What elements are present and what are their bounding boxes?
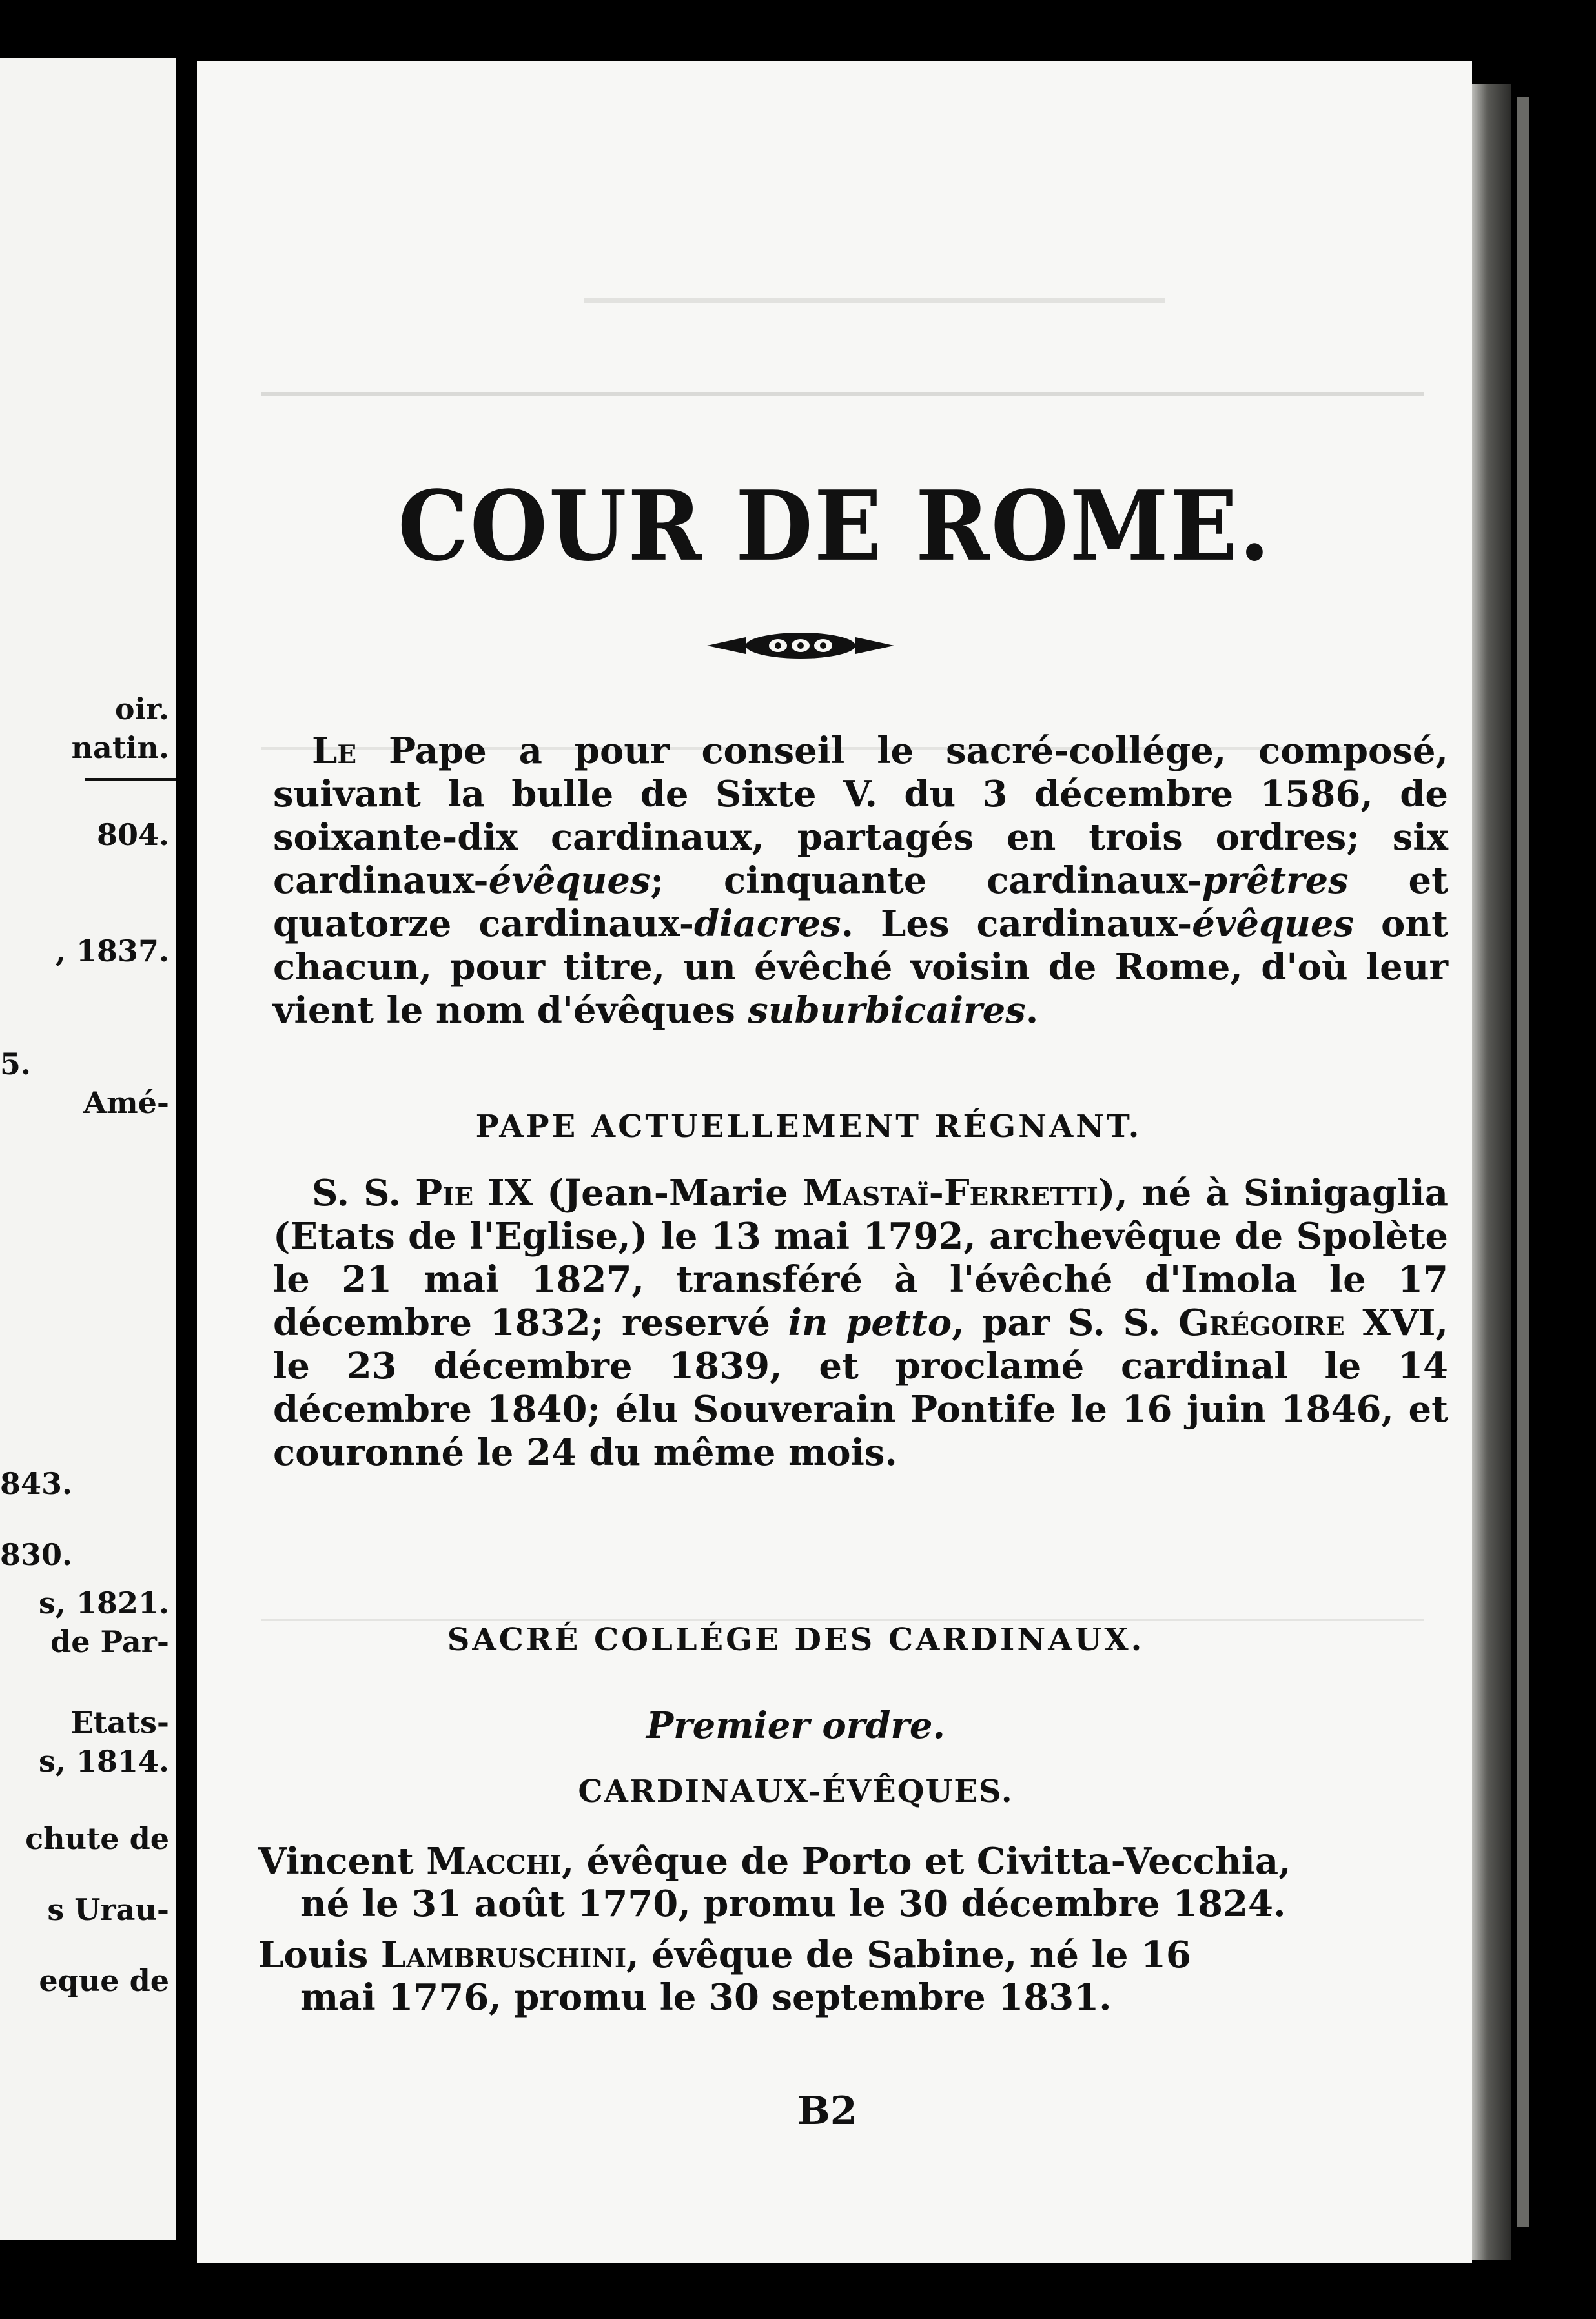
left-fragment: , 1837. — [55, 934, 169, 968]
entry-text: , évêque de Sabine, né le 16 — [626, 1934, 1191, 1976]
signature-mark: B2 — [797, 2089, 857, 2134]
intro-text: et quatorze cardinaux- — [273, 859, 1448, 945]
left-fragment: Etats- — [70, 1705, 169, 1740]
cardinal-entry — [258, 1934, 1453, 2019]
order-subheading: CARDINAUX-ÉVÊQUES. — [578, 1773, 1014, 1810]
book-page-edge — [1472, 84, 1511, 2260]
left-fragment: s, 1814. — [39, 1744, 169, 1779]
pope-name: Pie — [415, 1172, 474, 1214]
left-fragment: chute de — [25, 1821, 169, 1856]
intro-text: ; cinquante cardinaux- — [650, 859, 1202, 902]
intro-lead: Le — [312, 730, 357, 772]
pope-paragraph — [273, 1172, 1448, 1475]
left-rule — [85, 778, 176, 781]
section-heading-college: SACRÉ COLLÉGE DES CARDINAUX. — [447, 1622, 1145, 1658]
entry-surname: Lambruschini — [380, 1934, 627, 1976]
gregoire-name: Grégoire — [1178, 1302, 1345, 1344]
book-page-edge-shadow — [1517, 97, 1529, 2227]
section-heading-pope: PAPE ACTUELLEMENT RÉGNANT. — [475, 1108, 1142, 1145]
intro-text: . — [1025, 989, 1039, 1032]
entry-surname: Macchi — [426, 1840, 562, 1883]
cardinal-entry — [258, 1840, 1453, 1925]
left-fragment: natin. — [71, 730, 169, 765]
pope-text: XVI, le 23 décembre 1839, et proclamé cardinal le 14 décembre 1840; élu Souverain Pontife le 16 juin 1846, et couronné le 24 du même mois. — [273, 1302, 1448, 1474]
entry-first-name: Vincent — [258, 1840, 427, 1883]
main-page — [197, 61, 1472, 2263]
pope-text: IX (Jean-Marie — [473, 1172, 803, 1214]
left-fragment: eque de — [39, 1963, 169, 1998]
pope-text: ), né à Sinigaglia (Etats de l'Eglise,) le 13 mai 1792, archevêque de Spolète le 21 mai 1827, transféré à l'évêché d'Imola le 17 décembre 1832; reservé — [273, 1172, 1448, 1344]
left-fragment: 830. — [0, 1537, 73, 1572]
entry-dates: né le 31 août 1770, promu le 30 décembre 1824. — [300, 1883, 1286, 1925]
ornament-icon — [707, 629, 894, 662]
left-facing-page — [0, 58, 176, 2240]
intro-paragraph — [273, 730, 1448, 1032]
intro-text: Pape a pour conseil le sacré-collége, composé, suivant la bulle de Sixte V. du 3 décembre 1586, de soixante-dix cardinaux, partagés en trois ordres; six cardinaux- — [273, 730, 1448, 902]
entry-dates: mai 1776, promu le 30 septembre 1831. — [300, 1976, 1112, 2019]
pope-surname: Mastaï-Ferretti — [802, 1172, 1098, 1214]
left-fragment: 804. — [96, 817, 169, 852]
intro-italic: évêques — [1192, 903, 1355, 945]
intro-italic: diacres — [694, 903, 841, 945]
pope-text: S. S. — [312, 1172, 416, 1214]
intro-text: . Les cardinaux- — [841, 903, 1192, 945]
intro-italic: suburbicaires — [748, 989, 1026, 1032]
left-fragment: de Par- — [50, 1624, 169, 1659]
left-fragment: s, 1821. — [39, 1586, 169, 1620]
pope-italic: in petto — [788, 1302, 952, 1344]
order-heading: Premier ordre. — [646, 1704, 946, 1747]
left-fragment: s Urau- — [47, 1892, 169, 1927]
intro-italic: prêtres — [1202, 859, 1349, 902]
left-fragment: 843. — [0, 1466, 73, 1501]
entry-first-name: Louis — [258, 1934, 381, 1976]
left-fragment: Amé- — [83, 1085, 169, 1120]
page-title: COUR DE ROME. — [398, 469, 1271, 583]
left-fragment: 5. — [0, 1047, 32, 1081]
entry-text: , évêque de Porto et Civitta-Vecchia, — [561, 1840, 1291, 1883]
intro-italic: évêques — [488, 859, 651, 902]
left-fragment: oir. — [114, 691, 169, 726]
intro-text: ont chacun, pour titre, un évêché voisin de Rome, d'où leur vient le nom d'évêques — [273, 903, 1448, 1032]
pope-text: , par S. S. — [952, 1302, 1179, 1344]
